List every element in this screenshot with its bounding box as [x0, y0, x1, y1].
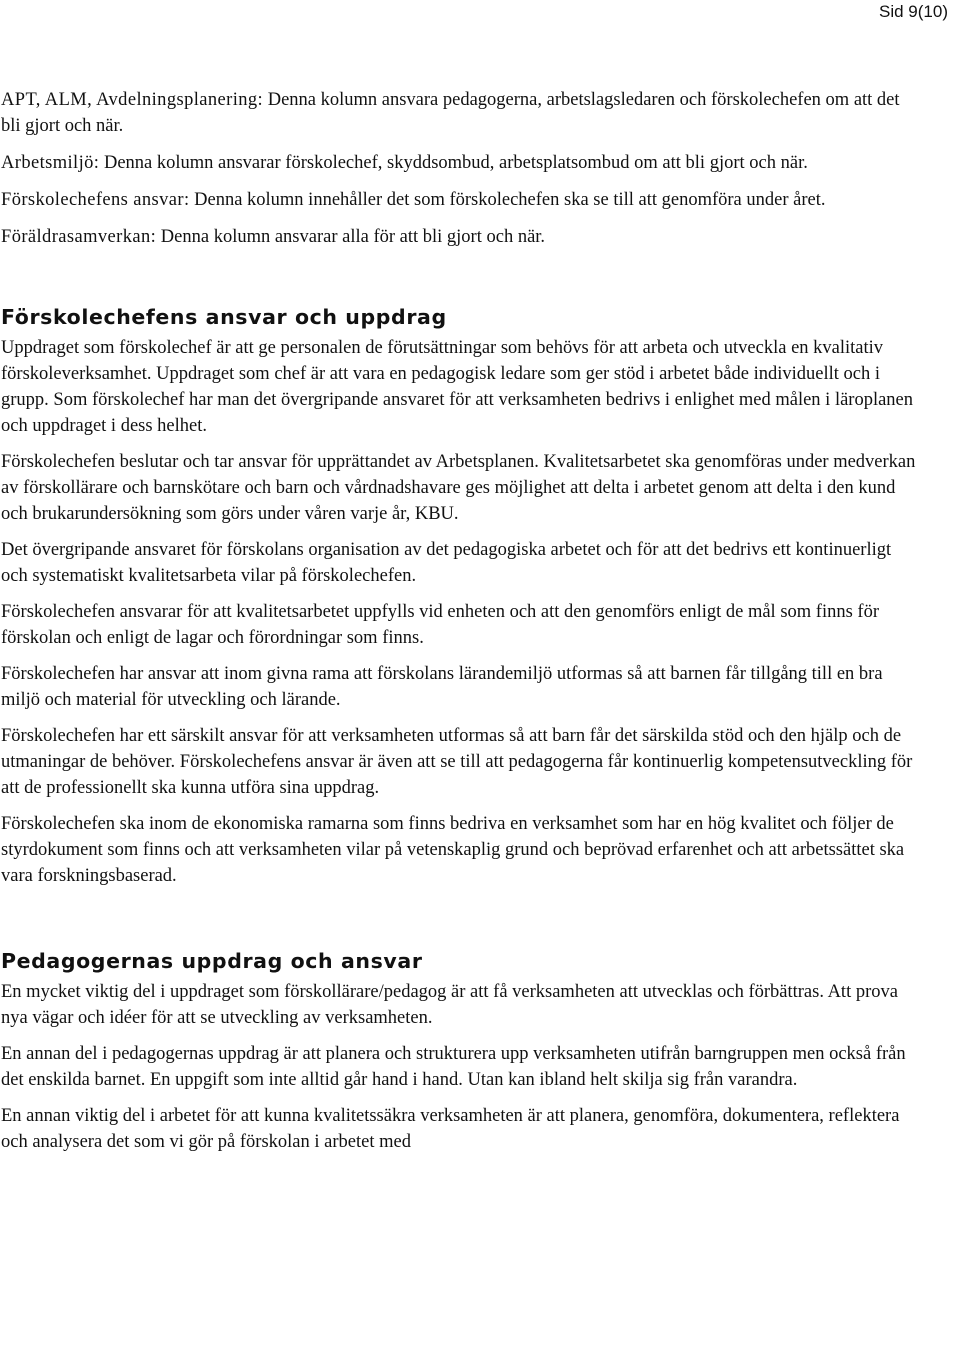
document-body	[1, 87, 921, 1165]
intro-paragraph	[1, 224, 921, 250]
intro-lead: Arbetsmiljö:	[1, 153, 100, 173]
section-heading: Förskolechefens ansvar och uppdrag	[1, 305, 447, 329]
body-paragraph: Det övergripande ansvaret för förskolans organisation av det pedagogiska arbetet och för att det bedrivs ett kontinuerligt och systematiskt kvalitetsarbeta vilar på förskolechefen.	[1, 540, 892, 586]
body-paragraph: Förskolechefen har ansvar att inom givna rama att förskolans lärandemiljö utformas så att barnen får tillgång till en bra miljö och material för utveckling och lärande.	[1, 664, 883, 710]
body-paragraph: Förskolechefen ska inom de ekonomiska ramarna som finns bedriva en verksamhet som har en hög kvalitet och följer de styrdokument som finns och att verksamheten vilar på vetenskaplig grund och beprövad erfarenhet och att arbetssättet ska vara forskningsbaserad.	[1, 814, 905, 886]
intro-paragraph	[1, 187, 921, 213]
intro-text: Denna kolumn ansvarar alla för att bli gjort och när.	[156, 227, 546, 247]
body-paragraph: En annan viktig del i arbetet för att kunna kvalitetssäkra verksamheten är att planera, genomföra, dokumentera, reflektera och analysera det som vi gör på förskolan i arbetet med	[1, 1106, 900, 1152]
section-forskolechef	[1, 303, 921, 889]
body-paragraph: En mycket viktig del i uppdraget som förskollärare/pedagog är att få verksamheten att utvecklas och förbättras. Att prova nya vägar och idéer för att se utveckling av verksamheten.	[1, 982, 898, 1028]
intro-legend	[1, 87, 921, 250]
body-paragraph: Förskolechefen ansvarar för att kvalitetsarbetet uppfylls vid enheten och att den genomförs enligt de mål som finns för förskolan och enligt de lagar och förordningar som finns.	[1, 602, 879, 648]
body-paragraph: Förskolechefen har ett särskilt ansvar för att verksamheten utformas så att barn får det särskilda stöd och den hjälp och de utmaningar de behöver. Förskolechefens ansvar är även att se till att pedagogerna får kontinuerlig kompetensutveckling för att de professionellt ska kunna utföra sina uppdrag.	[1, 726, 913, 798]
intro-text: Denna kolumn ansvarar förskolechef, skyddsombud, arbetsplatsombud om att bli gjort och när.	[99, 153, 808, 173]
intro-lead: Förskolechefens ansvar:	[1, 190, 190, 210]
page-number: Sid 9(10)	[879, 2, 948, 21]
body-paragraph: Förskolechefen beslutar och tar ansvar för upprättandet av Arbetsplanen. Kvalitetsarbetet ska genomföras under medverkan av förskollärare och barnskötare och barn och vårdnadshavare ges möjlighet att delta i arbetet genom att delta i den kund och brukarundersökning som görs under våren varje år, KBU.	[1, 452, 916, 524]
section-pedagoger	[1, 947, 921, 1155]
intro-paragraph	[1, 150, 921, 176]
body-paragraph: En annan del i pedagogernas uppdrag är att planera och strukturera upp verksamheten utifrån barngruppen men också från det enskilda barnet. En uppgift som inte alltid går hand i hand. Utan kan ibland helt skilja sig från varandra.	[1, 1044, 906, 1090]
body-paragraph: Uppdraget som förskolechef är att ge personalen de förutsättningar som behövs för att arbeta och utveckla en kvalitativ förskoleverksamhet. Uppdraget som chef är att vara en pedagogisk ledare som ger stöd i arbetet både individuellt och i grupp. Som förskolechef har man det övergripande ansvaret för att verksamheten bedrivs i enlighet med målen i läroplanen och uppdraget i dess helhet.	[1, 338, 914, 436]
intro-paragraph	[1, 87, 921, 139]
intro-text: Denna kolumn ansvara pedagogerna, arbetslagsledaren och förskolechefen om att det bli gjort och när.	[1, 90, 900, 136]
intro-lead: APT, ALM, Avdelningsplanering:	[1, 90, 264, 110]
intro-lead: Föräldrasamverkan:	[1, 227, 157, 247]
section-heading: Pedagogernas uppdrag och ansvar	[1, 949, 423, 973]
intro-text: Denna kolumn innehåller det som förskolechefen ska se till att genomföra under året.	[189, 190, 826, 210]
